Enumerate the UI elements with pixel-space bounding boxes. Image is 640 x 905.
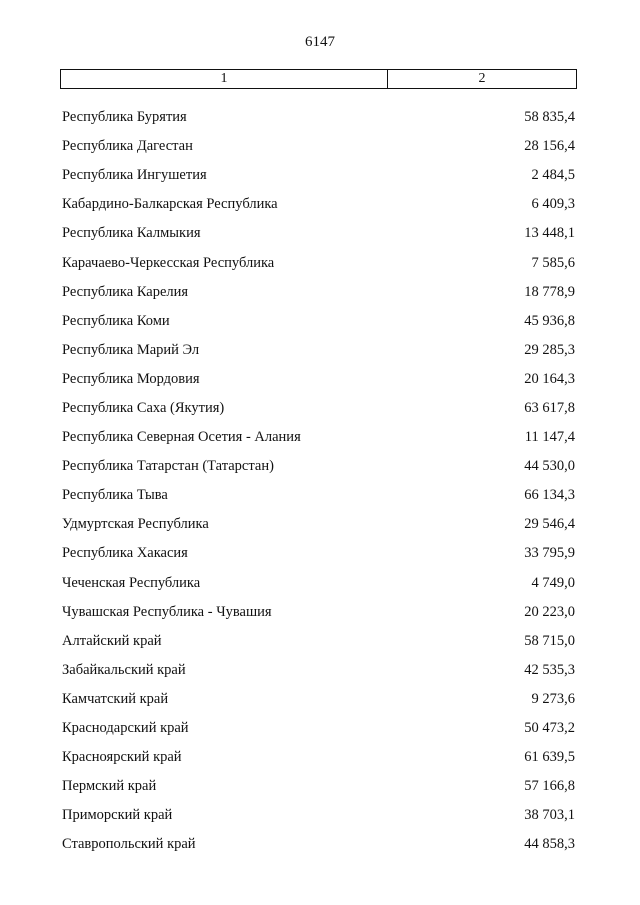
region-value: 4 749,0 bbox=[531, 574, 575, 591]
table-row bbox=[62, 598, 577, 627]
region-name: Республика Бурятия bbox=[62, 109, 187, 126]
region-value: 38 703,1 bbox=[524, 807, 575, 824]
table-row bbox=[62, 714, 577, 743]
region-value: 58 715,0 bbox=[524, 632, 575, 649]
region-name: Республика Хакасия bbox=[62, 545, 188, 562]
region-name: Карачаево-Черкесская Республика bbox=[62, 254, 275, 271]
region-value: 6 409,3 bbox=[531, 196, 575, 213]
region-name: Республика Карелия bbox=[62, 283, 189, 300]
header-col-2: 2 bbox=[478, 71, 486, 86]
table-row bbox=[62, 423, 577, 452]
region-value: 61 639,5 bbox=[524, 749, 575, 766]
region-name: Ставропольский край bbox=[62, 836, 196, 853]
header-col-1: 1 bbox=[61, 70, 388, 88]
region-value: 2 484,5 bbox=[531, 167, 575, 184]
table-row bbox=[62, 132, 577, 161]
region-value: 20 164,3 bbox=[524, 370, 575, 387]
region-name: Приморский край bbox=[62, 807, 173, 824]
region-name: Республика Тыва bbox=[62, 487, 168, 504]
table-row bbox=[62, 656, 577, 685]
region-name: Республика Северная Осетия - Алания bbox=[62, 429, 301, 446]
table-body bbox=[62, 103, 577, 859]
region-name: Республика Саха (Якутия) bbox=[62, 399, 225, 416]
region-name: Чувашская Республика - Чувашия bbox=[62, 603, 272, 620]
region-value: 58 835,4 bbox=[524, 109, 575, 126]
region-name: Красноярский край bbox=[62, 749, 182, 766]
region-value: 50 473,2 bbox=[524, 720, 575, 737]
table-row bbox=[62, 452, 577, 481]
table-header bbox=[60, 69, 577, 89]
table-row bbox=[62, 307, 577, 336]
region-value: 44 530,0 bbox=[524, 458, 575, 475]
region-name: Республика Ингушетия bbox=[62, 167, 207, 184]
table-row bbox=[62, 569, 577, 598]
region-name: Республика Мордовия bbox=[62, 370, 200, 387]
table-row bbox=[62, 830, 577, 859]
region-value: 29 546,4 bbox=[524, 516, 575, 533]
table-row bbox=[62, 190, 577, 219]
table-row bbox=[62, 394, 577, 423]
region-name: Республика Коми bbox=[62, 312, 170, 329]
region-value: 18 778,9 bbox=[524, 283, 575, 300]
table-row bbox=[62, 510, 577, 539]
table-row bbox=[62, 801, 577, 830]
table-row bbox=[62, 161, 577, 190]
region-name: Республика Дагестан bbox=[62, 138, 193, 155]
region-name: Чеченская Республика bbox=[62, 574, 201, 591]
region-value: 63 617,8 bbox=[524, 399, 575, 416]
region-value: 66 134,3 bbox=[524, 487, 575, 504]
region-name: Пермский край bbox=[62, 778, 157, 795]
region-name: Забайкальский край bbox=[62, 661, 186, 678]
region-value: 11 147,4 bbox=[524, 429, 575, 446]
table-row bbox=[62, 772, 577, 801]
table-row bbox=[62, 248, 577, 277]
table-row bbox=[62, 539, 577, 568]
table-row bbox=[62, 481, 577, 510]
region-value: 28 156,4 bbox=[524, 138, 575, 155]
region-name: Республика Татарстан (Татарстан) bbox=[62, 458, 274, 475]
region-name: Алтайский край bbox=[62, 632, 162, 649]
table-row bbox=[62, 219, 577, 248]
region-value: 57 166,8 bbox=[524, 778, 575, 795]
table-row bbox=[62, 365, 577, 394]
table-row bbox=[62, 685, 577, 714]
table-row bbox=[62, 103, 577, 132]
region-value: 44 858,3 bbox=[524, 836, 575, 853]
region-value: 13 448,1 bbox=[524, 225, 575, 242]
page-number: 6147 bbox=[305, 34, 335, 50]
region-name: Республика Марий Эл bbox=[62, 341, 200, 358]
region-name: Краснодарский край bbox=[62, 720, 189, 737]
region-value: 7 585,6 bbox=[531, 254, 575, 271]
region-name: Республика Калмыкия bbox=[62, 225, 201, 242]
region-value: 9 273,6 bbox=[531, 690, 575, 707]
region-value: 33 795,9 bbox=[524, 545, 575, 562]
region-value: 20 223,0 bbox=[524, 603, 575, 620]
region-name: Камчатский край bbox=[62, 690, 169, 707]
table-row bbox=[62, 336, 577, 365]
table-row bbox=[62, 743, 577, 772]
region-name: Кабардино-Балкарская Республика bbox=[62, 196, 278, 213]
table-row bbox=[62, 278, 577, 307]
region-value: 45 936,8 bbox=[524, 312, 575, 329]
region-value: 29 285,3 bbox=[524, 341, 575, 358]
table-row bbox=[62, 627, 577, 656]
region-value: 42 535,3 bbox=[524, 661, 575, 678]
region-name: Удмуртская Республика bbox=[62, 516, 209, 533]
